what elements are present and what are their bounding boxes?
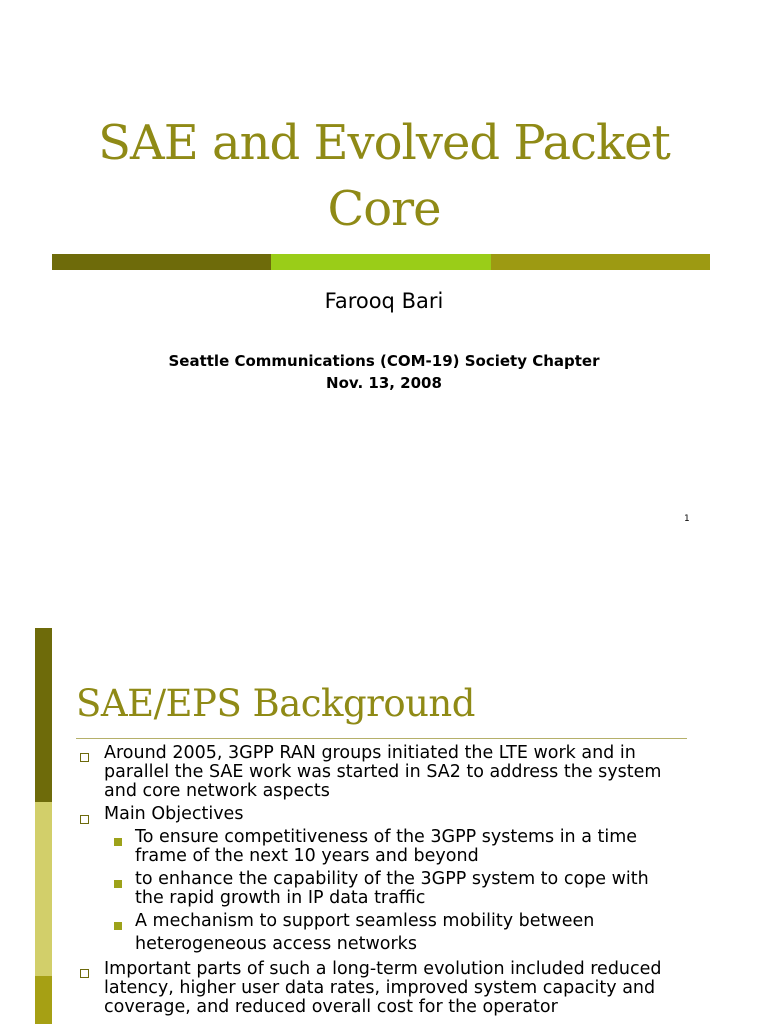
organization-name: Seattle Communications (COM-19) Society Chapter	[168, 352, 600, 370]
divider-segment-1	[52, 254, 271, 270]
sub-bullet-text-line: heterogeneous access networks	[135, 934, 417, 954]
bullet-text-line: latency, higher user data rates, improved system capacity and	[104, 978, 656, 998]
slide-title-line-2: Core	[327, 181, 441, 237]
left-accent-bar-top	[35, 628, 52, 802]
content-slide	[0, 610, 768, 1024]
slide-title-line-1: SAE and Evolved Packet	[98, 115, 670, 171]
title-divider-bar	[52, 254, 710, 270]
page-number: 1	[684, 514, 690, 524]
sub-bullet-text-line: frame of the next 10 years and beyond	[135, 846, 479, 866]
author-name: Farooq Bari	[324, 289, 444, 313]
divider-segment-3	[491, 254, 710, 270]
hollow-square-bullet-icon	[80, 753, 89, 762]
left-accent-bar-middle	[35, 802, 52, 976]
hollow-square-bullet-icon	[80, 815, 89, 824]
bullet-text-line: parallel the SAE work was started in SA2 to address the system	[104, 762, 662, 782]
sub-bullet-text-line: the rapid growth in IP data traffic	[135, 888, 426, 908]
filled-square-bullet-icon	[114, 838, 122, 846]
bullet-text-line: Important parts of such a long-term evolution included reduced	[104, 959, 662, 979]
slide-title	[60, 110, 708, 242]
bullet-text-line: and core network aspects	[104, 781, 330, 801]
sub-bullet-text-line: to enhance the capability of the 3GPP system to cope with	[135, 869, 649, 889]
bullet-text-line: Main Objectives	[104, 804, 244, 824]
hollow-square-bullet-icon	[80, 969, 89, 978]
filled-square-bullet-icon	[114, 880, 122, 888]
slide-heading: SAE/EPS Background	[76, 682, 475, 725]
bullet-text-line: coverage, and reduced overall cost for the operator	[104, 997, 558, 1017]
bullet-text-line: Around 2005, 3GPP RAN groups initiated the LTE work and in	[104, 743, 636, 763]
sub-bullet-text-line: A mechanism to support seamless mobility between	[135, 911, 595, 931]
presentation-date: Nov. 13, 2008	[326, 374, 442, 392]
left-accent-bar-bottom	[35, 976, 52, 1024]
heading-underline	[76, 738, 687, 739]
sub-bullet-text-line: To ensure competitiveness of the 3GPP systems in a time	[135, 827, 638, 847]
filled-square-bullet-icon	[114, 922, 122, 930]
divider-segment-2	[271, 254, 490, 270]
